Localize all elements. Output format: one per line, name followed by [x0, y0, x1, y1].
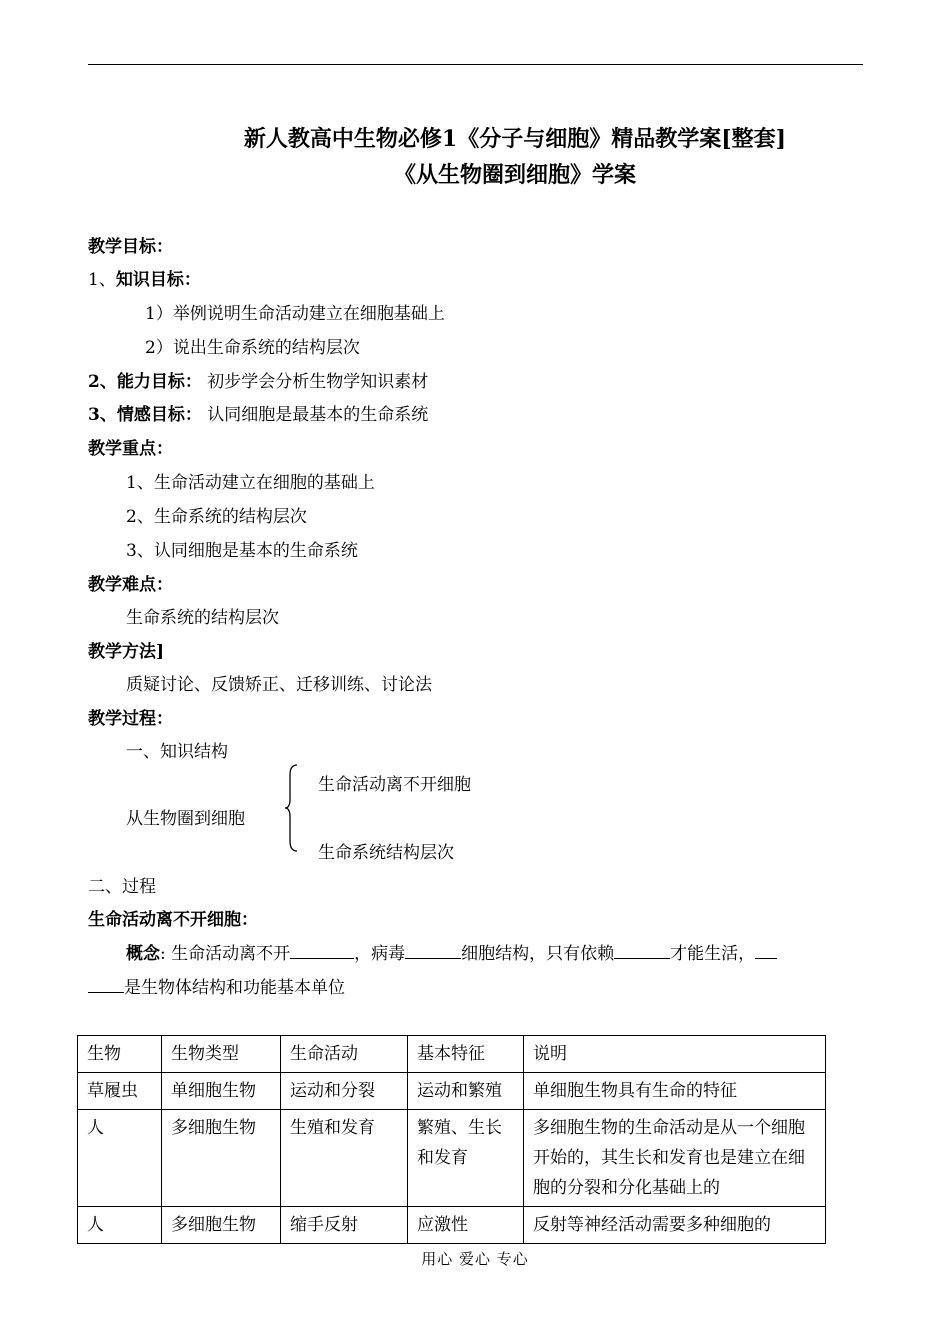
- document-title: 新人教高中生物必修1《分子与细胞》精品教学案[整套]: [243, 126, 787, 152]
- ability-goal-text: 初步学会分析生物学知识素材: [207, 372, 429, 392]
- structure-branch: 生命活动离不开细胞: [318, 775, 471, 795]
- table-header-cell: 生物: [78, 1036, 162, 1073]
- key-point-item: 2、生命系统的结构层次: [126, 507, 307, 527]
- table-cell: 人: [78, 1207, 162, 1244]
- table-cell: 多细胞生物: [162, 1207, 281, 1244]
- page-footer: 用心 爱心 专心: [421, 1250, 529, 1268]
- table-header-cell: 生物类型: [162, 1036, 281, 1073]
- structure-branch: 生命系统结构层次: [318, 843, 454, 863]
- difficulty-text: 生命系统的结构层次: [126, 608, 279, 628]
- process-heading: 教学过程：: [88, 709, 173, 729]
- structure-title: 一、知识结构: [126, 742, 228, 762]
- table-cell: 多细胞生物的生命活动是从一个细胞开始的，其生长和发育也是建立在细胞的分裂和分化基础上的: [524, 1110, 826, 1207]
- table-header-cell: 说明: [524, 1036, 826, 1073]
- methods-heading: 教学方法]: [88, 642, 165, 662]
- ability-goal: [88, 367, 428, 392]
- key-point-item: 3、认同细胞是基本的生命系统: [126, 541, 358, 561]
- table-cell: 反射等神经活动需要多种细胞的: [524, 1207, 826, 1244]
- table-row: [78, 1110, 826, 1207]
- fill-blank[interactable]: [88, 975, 124, 993]
- methods-text: 质疑讨论、反馈矫正、迁移训练、讨论法: [126, 675, 432, 695]
- knowledge-goal-item: 2）说出生命系统的结构层次: [145, 338, 360, 358]
- table-cell: 缩手反射: [281, 1207, 408, 1244]
- table-row: [78, 1073, 826, 1110]
- structure-root: 从生物圈到细胞: [126, 809, 245, 829]
- emotion-goal-label: 3、情感目标：: [88, 405, 202, 425]
- brace-icon: [283, 763, 299, 853]
- difficulty-heading: 教学难点：: [88, 575, 173, 595]
- table-cell: 生殖和发育: [281, 1110, 408, 1207]
- key-point-item: 1、生命活动建立在细胞的基础上: [126, 473, 375, 493]
- table-cell: 草履虫: [78, 1073, 162, 1110]
- emotion-goal: [88, 400, 428, 425]
- emotion-goal-text: 认同细胞是最基本的生命系统: [207, 405, 429, 425]
- document-subtitle: 《从生物圈到细胞》学案: [393, 162, 636, 188]
- fill-blank[interactable]: [755, 941, 777, 959]
- process-sub-heading: 生命活动离不开细胞：: [88, 910, 258, 930]
- table-row: [78, 1207, 826, 1244]
- knowledge-goal-label: 知识目标：: [115, 270, 201, 290]
- table-cell: 多细胞生物: [162, 1110, 281, 1207]
- table-header-cell: 生命活动: [281, 1036, 408, 1073]
- table-header-row: [78, 1036, 826, 1073]
- table-cell: 应激性: [408, 1207, 524, 1244]
- concept-label: 概念: [126, 944, 160, 964]
- concept-line-continued: 是生物体结构和功能基本单位: [88, 973, 345, 998]
- table-cell: 单细胞生物具有生命的特征: [524, 1073, 826, 1110]
- process-part-title: 二、过程: [88, 877, 156, 897]
- organism-table: [77, 1035, 826, 1244]
- knowledge-goal-item: 1）举例说明生命活动建立在细胞基础上: [145, 304, 445, 324]
- knowledge-goal-number: 1、: [88, 270, 116, 290]
- concept-line: 概念: 生命活动离不开 ，病毒 细胞结构，只有依赖 才能生活，: [126, 939, 777, 964]
- fill-blank[interactable]: [405, 941, 461, 959]
- table-cell: 单细胞生物: [162, 1073, 281, 1110]
- fill-blank[interactable]: [290, 941, 354, 959]
- table-cell: 运动和繁殖: [408, 1073, 524, 1110]
- knowledge-goal: [88, 265, 201, 290]
- table-cell: 繁殖、生长和发育: [408, 1110, 524, 1207]
- table-cell: 人: [78, 1110, 162, 1207]
- header-rule: [88, 64, 863, 65]
- goals-heading: 教学目标：: [88, 237, 173, 257]
- fill-blank[interactable]: [614, 941, 670, 959]
- table-header-cell: 基本特征: [408, 1036, 524, 1073]
- ability-goal-label: 2、能力目标：: [88, 372, 202, 392]
- table-cell: 运动和分裂: [281, 1073, 408, 1110]
- key-points-heading: 教学重点：: [88, 439, 173, 459]
